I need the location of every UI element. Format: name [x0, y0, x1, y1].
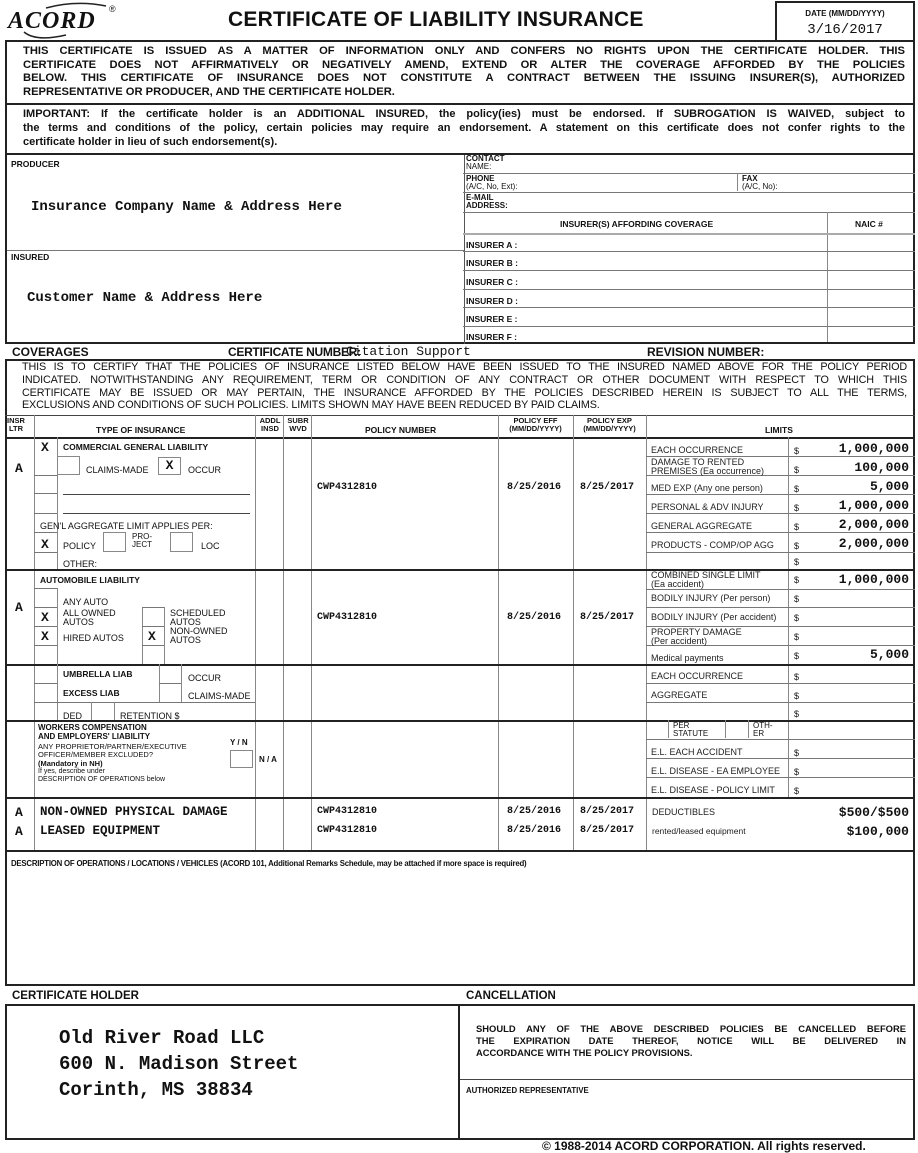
limit-value[interactable]: 100,000 [854, 460, 909, 475]
cancellation-label: CANCELLATION [466, 990, 556, 1002]
coverage-type: LEASED EQUIPMENT [40, 824, 161, 838]
description-box [5, 850, 915, 986]
dollar-sign: $ [794, 748, 800, 758]
col-addl-insd: ADDL INSD [259, 416, 281, 433]
gl-policy-number: CWP4312810 [317, 482, 378, 493]
policy-exp: 8/25/2017 [580, 825, 635, 836]
insurers-header: INSURER(S) AFFORDING COVERAGE [560, 219, 714, 229]
dollar-sign: $ [794, 767, 800, 777]
disclaimer-line: BELOW. THIS CERTIFICATE OF INSURANCE DOES NOT CONSTITUTE A CONTRACT BETWEEN THE ISSUING INSURER(S), AUTHORIZED [23, 72, 905, 84]
insured-label: INSURED [11, 252, 50, 262]
insurer-label: INSURER F : [466, 332, 517, 342]
holder-line: 600 N. Madison Street [59, 1053, 299, 1075]
dollar-sign: $ [794, 594, 800, 604]
limit-value[interactable]: 2,000,000 [838, 536, 909, 551]
holder-line: Old River Road LLC [59, 1027, 265, 1049]
dollar-sign: $ [794, 484, 800, 494]
revision-number-label: REVISION NUMBER: [647, 345, 765, 359]
coverages-title: COVERAGES [12, 345, 89, 359]
cancellation-text: SHOULD ANY OF THE ABOVE DESCRIBED POLICIES BE CANCELLED BEFORE THE EXPIRATION DATE THEREOF, NOTICE WILL BE DELIVERED IN ACCORDANCE WITH THE POLICY PROVISIONS. [476, 1023, 906, 1058]
dollar-sign: $ [794, 632, 800, 642]
limit-value: $100,000 [846, 824, 909, 839]
policy-checkbox[interactable]: X [41, 537, 49, 552]
email-field[interactable] [520, 196, 910, 210]
auto-eff: 8/25/2016 [507, 612, 562, 623]
col-insr-ltr: INSR LTR [7, 416, 25, 433]
other-coverage-row[interactable] [7, 802, 913, 820]
auto-exp: 8/25/2017 [580, 612, 635, 623]
per-statute-checkbox[interactable] [647, 721, 668, 738]
wc-note: If yes, describe under DESCRIPTION OF OPERATIONS below [38, 768, 166, 783]
revision-number-value[interactable] [790, 345, 910, 359]
insurer-row[interactable] [463, 290, 913, 308]
dollar-sign: $ [794, 557, 800, 567]
all-owned-checkbox[interactable]: X [41, 610, 49, 625]
limit-value: $500/$500 [838, 805, 909, 820]
umbrella-claims-made-checkbox[interactable] [160, 684, 181, 702]
holder-address[interactable] [59, 1025, 298, 1103]
gl-eff: 8/25/2016 [507, 482, 562, 493]
gl-exp: 8/25/2017 [580, 482, 635, 493]
document-title: CERTIFICATE OF LIABILITY INSURANCE [228, 8, 644, 31]
limit-value[interactable]: 1,000,000 [838, 498, 909, 513]
insurer-label: INSURER A : [466, 240, 518, 250]
na-label: N / A [259, 755, 277, 764]
per-statute-label: PER STATUTE [673, 721, 709, 738]
dollar-sign: $ [794, 541, 800, 551]
hired-autos-label: HIRED AUTOS [63, 633, 124, 643]
other-label: OTHER: [63, 559, 98, 569]
holder-line: Corinth, MS 38834 [59, 1079, 253, 1101]
yn-label: Y / N [230, 738, 248, 747]
date-label: DATE (MM/DD/YYYY) [805, 9, 885, 18]
insurer-label: INSURER D : [466, 296, 518, 306]
ded-checkbox[interactable] [92, 703, 114, 720]
limit-label: GENERAL AGGREGATE [651, 521, 753, 531]
dollar-sign: $ [794, 786, 800, 796]
wc-question: ANY PROPRIETOR/PARTNER/EXECUTIVE OFFICER/MEMBER EXCLUDED? [38, 742, 187, 759]
phone-label: PHONE (A/C, No, Ext): [466, 174, 518, 191]
insurer-row[interactable] [463, 271, 913, 289]
dollar-sign: $ [794, 651, 800, 661]
insurer-label: INSURER C : [466, 277, 518, 287]
certificate-number-value[interactable]: Citation Support [346, 344, 471, 359]
occur-label: OCCUR [188, 465, 221, 475]
description-field[interactable] [11, 872, 909, 982]
certificate-holder-box [5, 1004, 460, 1140]
policy-eff: 8/25/2016 [507, 825, 562, 836]
limit-label: PRODUCTS - COMP/OP AGG [651, 540, 774, 550]
insurer-row[interactable] [463, 308, 913, 326]
excess-liab-label: EXCESS LIAB [63, 688, 120, 698]
limit-label: PERSONAL & ADV INJURY [651, 502, 764, 512]
limit-label: AGGREGATE [651, 690, 708, 700]
limit-label: E.L. DISEASE - EA EMPLOYEE [651, 766, 781, 776]
limit-value[interactable]: 5,000 [869, 479, 909, 494]
coverage-type: NON-OWNED PHYSICAL DAMAGE [40, 805, 228, 819]
important-line: IMPORTANT: If the certificate holder is an ADDITIONAL INSURED, the policy(ies) must be endorsed. If SUBROGATION IS WAIVED, subject to [23, 108, 905, 120]
disclaimer-line: THIS CERTIFICATE IS ISSUED AS A MATTER OF INFORMATION ONLY AND CONFERS NO RIGHTS UPON THE CERTIFICATE HOLDER. THIS [23, 45, 905, 57]
workers-comp-title: WORKERS COMPENSATION AND EMPLOYERS' LIABILITY [38, 723, 151, 741]
limit-label: EACH OCCURRENCE [651, 445, 744, 455]
claims-made-label: CLAIMS-MADE [86, 465, 149, 475]
col-type: TYPE OF INSURANCE [96, 425, 186, 435]
registered-mark: ® [109, 4, 116, 14]
gen-agg-label: GEN'L AGGREGATE LIMIT APPLIES PER: [40, 521, 213, 531]
dollar-sign: $ [794, 522, 800, 532]
limit-label: BODILY INJURY (Per accident) [651, 612, 777, 622]
claims-made-checkbox[interactable] [57, 456, 80, 475]
date-value[interactable]: 3/16/2017 [807, 22, 883, 38]
col-policy-exp: POLICY EXP (MM/DD/YYYY) [583, 416, 636, 433]
dollar-sign: $ [794, 691, 800, 701]
contact-name-label: CONTACT NAME: [466, 154, 505, 171]
non-owned-autos-checkbox[interactable]: X [148, 629, 156, 644]
limit-value[interactable]: 5,000 [869, 647, 909, 662]
gl-insr-ltr: A [15, 461, 23, 476]
auto-policy-number: CWP4312810 [317, 612, 378, 623]
dollar-sign: $ [794, 446, 800, 456]
insurer-row[interactable] [463, 327, 913, 343]
authorized-rep-label: AUTHORIZED REPRESENTATIVE [466, 1086, 589, 1095]
other-label: OTH- ER [753, 721, 773, 738]
dollar-sign: $ [794, 709, 800, 719]
dollar-sign: $ [794, 503, 800, 513]
limit-label: DAMAGE TO RENTED PREMISES (Ea occurrence) [651, 457, 765, 476]
col-policy-eff: POLICY EFF (MM/DD/YYYY) [509, 416, 562, 433]
gl-main-checkbox[interactable]: X [41, 440, 49, 455]
auto-insr-ltr: A [15, 600, 23, 615]
limit-label: MED EXP (Any one person) [651, 483, 763, 493]
limit-label: E.L. EACH ACCIDENT [651, 747, 743, 757]
gl-title: COMMERCIAL GENERAL LIABILITY [63, 442, 209, 452]
cancellation-box [458, 1004, 915, 1140]
policy-eff: 8/25/2016 [507, 806, 562, 817]
limit-label: Medical payments [651, 653, 724, 663]
disclaimer-box [5, 40, 915, 103]
dollar-sign: $ [794, 672, 800, 682]
other-coverage-row[interactable] [7, 821, 913, 839]
policy-label: POLICY [63, 541, 97, 551]
other-checkbox[interactable] [726, 721, 748, 738]
policy-number: CWP4312810 [317, 825, 378, 836]
dollar-sign: $ [794, 575, 800, 585]
acord-logo [6, 2, 126, 40]
insurer-row[interactable] [463, 252, 913, 270]
limit-label: EACH OCCURRENCE [651, 671, 744, 681]
umbrella-occur-label: OCCUR [188, 673, 221, 683]
umbrella-liab-label: UMBRELLA LIAB [63, 669, 133, 679]
dollar-sign: $ [794, 613, 800, 623]
insurer-label: INSURER E : [466, 314, 518, 324]
dollar-sign: $ [794, 465, 800, 475]
description-label: DESCRIPTION OF OPERATIONS / LOCATIONS / VEHICLES (ACORD 101, Additional Remarks Schedule, may be attached if more space is required) [11, 859, 527, 868]
col-subr-wvd: SUBR WVD [287, 416, 309, 433]
loc-label: LOC [201, 541, 220, 551]
insr-ltr: A [15, 805, 23, 820]
ded-label: DED [63, 711, 83, 721]
insured-value[interactable]: Customer Name & Address Here [27, 290, 263, 306]
any-auto-label: ANY AUTO [63, 597, 109, 607]
disclaimer-line: CERTIFICATE DOES NOT AFFIRMATIVELY OR NEGATIVELY AMEND, EXTEND OR ALTER THE COVERAGE AFFORDED BY THE POLICIES [23, 58, 905, 71]
insurer-label: INSURER B : [466, 258, 518, 268]
important-line: the terms and conditions of the policy, certain policies may require an endorsement. A statement on this certificate does not confer rights to the [23, 122, 905, 134]
limit-label: PROPERTY DAMAGE (Per accident) [651, 627, 742, 646]
email-label: E-MAIL ADDRESS: [466, 193, 508, 210]
project-label: PRO- JECT [132, 532, 152, 549]
phone-field[interactable] [540, 177, 730, 191]
insurer-row[interactable] [463, 234, 913, 252]
col-policy-number: POLICY NUMBER [365, 425, 437, 435]
fax-field[interactable] [800, 177, 910, 191]
date-box [775, 1, 915, 41]
policy-number: CWP4312810 [317, 806, 378, 817]
umbrella-claims-made-label: CLAIMS-MADE [188, 691, 251, 701]
col-limits: LIMITS [765, 425, 793, 435]
disclaimer-line: REPRESENTATIVE OR PRODUCER, AND THE CERTIFICATE HOLDER. [23, 85, 395, 98]
copyright: © 1988-2014 ACORD CORPORATION. All rights reserved. [542, 1139, 866, 1153]
certificate-number-label: CERTIFICATE NUMBER: [228, 345, 361, 359]
limit-label: E.L. DISEASE - POLICY LIMIT [651, 785, 775, 795]
acord-wordmark: ACORD [8, 8, 96, 34]
fax-label: FAX (A/C, No): [742, 174, 778, 191]
limit-label: DEDUCTIBLES [652, 807, 716, 817]
limit-value[interactable]: 1,000,000 [838, 572, 909, 587]
coverages-statement: THIS IS TO CERTIFY THAT THE POLICIES OF INSURANCE LISTED BELOW HAVE BEEN ISSUED TO THE INSURED NAMED ABOVE FOR THE POLICY PERIOD INDICATED. NOTWITHSTANDING ANY REQUIREMENT, TERM OR CONDITION OF ANY CONTRACT OR OTHER DOCUMENT WITH RESPECT TO WHICH THIS CERTIFICATE MAY BE ISSUED OR MAY PERTAIN, THE INSURANCE AFFORDED BY THE POLICIES DESCRIBED HEREIN IS SUBJECT TO ALL THE TERMS, EXCLUSIONS AND CONDITIONS OF SUCH POLICIES. LIMITS SHOWN MAY HAVE BEEN REDUCED BY PAID CLAIMS. [22, 361, 907, 412]
important-box [5, 103, 915, 153]
producer-value[interactable]: Insurance Company Name & Address Here [31, 199, 342, 215]
non-owned-autos-label: NON-OWNED AUTOS [170, 626, 228, 645]
hired-autos-checkbox[interactable]: X [41, 629, 49, 644]
all-owned-label: ALL OWNED AUTOS [63, 608, 116, 627]
limit-label: rented/leased equipment [652, 826, 746, 836]
insr-ltr: A [15, 824, 23, 839]
limit-value[interactable]: 1,000,000 [838, 441, 909, 456]
important-line: certificate holder in lieu of such endorsement(s). [23, 136, 278, 148]
producer-label: PRODUCER [11, 159, 60, 169]
umbrella-occur-checkbox[interactable] [160, 665, 181, 683]
wc-mandatory: (Mandatory in NH) [38, 759, 103, 768]
retention-label: RETENTION $ [120, 711, 180, 721]
auto-title: AUTOMOBILE LIABILITY [40, 575, 140, 585]
policy-exp: 8/25/2017 [580, 806, 635, 817]
occur-checkbox[interactable]: X [158, 457, 181, 475]
loc-checkbox[interactable] [170, 532, 193, 552]
contact-name-field[interactable] [520, 157, 910, 171]
authorized-rep-signature[interactable] [466, 1098, 906, 1134]
naic-header: NAIC # [855, 219, 883, 229]
limit-value[interactable]: 2,000,000 [838, 517, 909, 532]
certificate-holder-label: CERTIFICATE HOLDER [12, 990, 139, 1002]
limit-label: COMBINED SINGLE LIMIT (Ea accident) [651, 570, 761, 589]
scheduled-autos-label: SCHEDULED AUTOS [170, 608, 226, 627]
limit-label: BODILY INJURY (Per person) [651, 593, 771, 603]
excluded-checkbox[interactable] [230, 750, 253, 768]
project-checkbox[interactable] [103, 532, 126, 552]
